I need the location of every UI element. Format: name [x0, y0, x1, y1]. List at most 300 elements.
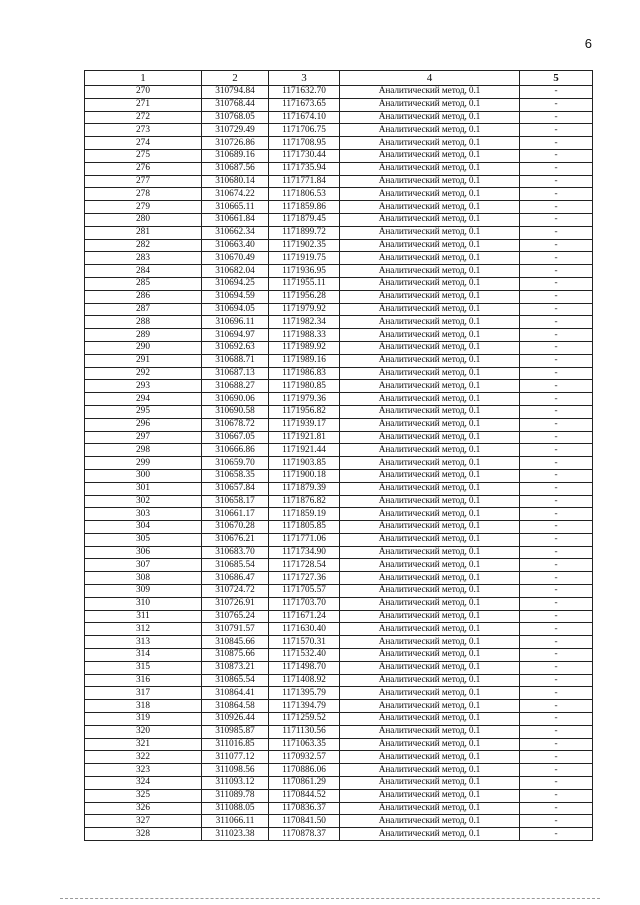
table-row — [85, 687, 593, 700]
note-cell: - — [520, 482, 593, 495]
page-number: 6 — [584, 36, 592, 51]
note-cell: - — [520, 137, 593, 150]
coordinates-table-wrapper — [84, 70, 592, 841]
x-coordinate-cell: 310666.86 — [202, 444, 269, 457]
x-coordinate-cell: 310670.49 — [202, 252, 269, 265]
table-row — [85, 188, 593, 201]
point-number-cell: 324 — [85, 777, 202, 790]
x-coordinate-cell: 310682.04 — [202, 265, 269, 278]
table-row — [85, 418, 593, 431]
x-coordinate-cell: 310864.58 — [202, 700, 269, 713]
method-cell: Аналитический метод, 0.1 — [340, 162, 520, 175]
y-coordinate-cell: 1171921.81 — [269, 431, 340, 444]
method-cell: Аналитический метод, 0.1 — [340, 226, 520, 239]
point-number-cell: 280 — [85, 213, 202, 226]
method-cell: Аналитический метод, 0.1 — [340, 482, 520, 495]
y-coordinate-cell: 1171673.65 — [269, 98, 340, 111]
note-cell: - — [520, 687, 593, 700]
note-cell: - — [520, 469, 593, 482]
method-cell: Аналитический метод, 0.1 — [340, 444, 520, 457]
x-coordinate-cell: 310687.56 — [202, 162, 269, 175]
table-row — [85, 469, 593, 482]
x-coordinate-cell: 310690.58 — [202, 405, 269, 418]
x-coordinate-cell: 310689.16 — [202, 149, 269, 162]
x-coordinate-cell: 311098.56 — [202, 764, 269, 777]
table-row — [85, 444, 593, 457]
point-number-cell: 271 — [85, 98, 202, 111]
table-row — [85, 290, 593, 303]
x-coordinate-cell: 310686.47 — [202, 572, 269, 585]
note-cell: - — [520, 86, 593, 99]
table-row — [85, 329, 593, 342]
method-cell: Аналитический метод, 0.1 — [340, 661, 520, 674]
x-coordinate-cell: 311093.12 — [202, 777, 269, 790]
x-coordinate-cell: 310678.72 — [202, 418, 269, 431]
note-cell: - — [520, 303, 593, 316]
table-row — [85, 610, 593, 623]
method-cell: Аналитический метод, 0.1 — [340, 290, 520, 303]
method-cell: Аналитический метод, 0.1 — [340, 751, 520, 764]
y-coordinate-cell: 1171879.39 — [269, 482, 340, 495]
table-row — [85, 713, 593, 726]
x-coordinate-cell: 310768.05 — [202, 111, 269, 124]
point-number-cell: 310 — [85, 597, 202, 610]
point-number-cell: 283 — [85, 252, 202, 265]
table-row — [85, 482, 593, 495]
point-number-cell: 290 — [85, 341, 202, 354]
note-cell: - — [520, 610, 593, 623]
point-number-cell: 320 — [85, 725, 202, 738]
point-number-cell: 326 — [85, 802, 202, 815]
point-number-cell: 296 — [85, 418, 202, 431]
point-number-cell: 276 — [85, 162, 202, 175]
x-coordinate-cell: 311089.78 — [202, 789, 269, 802]
method-cell: Аналитический метод, 0.1 — [340, 98, 520, 111]
note-cell: - — [520, 226, 593, 239]
point-number-cell: 305 — [85, 533, 202, 546]
y-coordinate-cell: 1170886.06 — [269, 764, 340, 777]
table-row — [85, 623, 593, 636]
y-coordinate-cell: 1171259.52 — [269, 713, 340, 726]
y-coordinate-cell: 1171706.75 — [269, 124, 340, 137]
note-cell: - — [520, 623, 593, 636]
table-row — [85, 137, 593, 150]
method-cell: Аналитический метод, 0.1 — [340, 789, 520, 802]
table-row — [85, 252, 593, 265]
y-coordinate-cell: 1171859.19 — [269, 508, 340, 521]
note-cell: - — [520, 764, 593, 777]
x-coordinate-cell: 310658.17 — [202, 495, 269, 508]
point-number-cell: 303 — [85, 508, 202, 521]
x-coordinate-cell: 311077.12 — [202, 751, 269, 764]
note-cell: - — [520, 700, 593, 713]
table-row — [85, 201, 593, 214]
note-cell: - — [520, 252, 593, 265]
note-cell: - — [520, 649, 593, 662]
y-coordinate-cell: 1171570.31 — [269, 636, 340, 649]
y-coordinate-cell: 1171532.40 — [269, 649, 340, 662]
y-coordinate-cell: 1170844.52 — [269, 789, 340, 802]
note-cell: - — [520, 213, 593, 226]
point-number-cell: 315 — [85, 661, 202, 674]
method-cell: Аналитический метод, 0.1 — [340, 457, 520, 470]
point-number-cell: 282 — [85, 239, 202, 252]
method-cell: Аналитический метод, 0.1 — [340, 777, 520, 790]
point-number-cell: 291 — [85, 354, 202, 367]
method-cell: Аналитический метод, 0.1 — [340, 111, 520, 124]
y-coordinate-cell: 1171876.82 — [269, 495, 340, 508]
y-coordinate-cell: 1171063.35 — [269, 738, 340, 751]
table-row — [85, 149, 593, 162]
x-coordinate-cell: 310864.41 — [202, 687, 269, 700]
method-cell: Аналитический метод, 0.1 — [340, 508, 520, 521]
point-number-cell: 292 — [85, 367, 202, 380]
point-number-cell: 272 — [85, 111, 202, 124]
point-number-cell: 273 — [85, 124, 202, 137]
x-coordinate-cell: 311023.38 — [202, 828, 269, 841]
method-cell: Аналитический метод, 0.1 — [340, 303, 520, 316]
y-coordinate-cell: 1171989.92 — [269, 341, 340, 354]
y-coordinate-cell: 1171735.94 — [269, 162, 340, 175]
x-coordinate-cell: 310670.28 — [202, 521, 269, 534]
y-coordinate-cell: 1171705.57 — [269, 585, 340, 598]
point-number-cell: 270 — [85, 86, 202, 99]
method-cell: Аналитический метод, 0.1 — [340, 623, 520, 636]
table-row — [85, 341, 593, 354]
note-cell: - — [520, 828, 593, 841]
method-cell: Аналитический метод, 0.1 — [340, 610, 520, 623]
note-cell: - — [520, 597, 593, 610]
note-cell: - — [520, 405, 593, 418]
table-row — [85, 265, 593, 278]
note-cell: - — [520, 175, 593, 188]
x-coordinate-cell: 310726.91 — [202, 597, 269, 610]
x-coordinate-cell: 310794.84 — [202, 86, 269, 99]
note-cell: - — [520, 546, 593, 559]
x-coordinate-cell: 310661.17 — [202, 508, 269, 521]
point-number-cell: 327 — [85, 815, 202, 828]
y-coordinate-cell: 1171980.85 — [269, 380, 340, 393]
note-cell: - — [520, 674, 593, 687]
x-coordinate-cell: 311088.05 — [202, 802, 269, 815]
point-number-cell: 316 — [85, 674, 202, 687]
point-number-cell: 299 — [85, 457, 202, 470]
note-cell: - — [520, 636, 593, 649]
y-coordinate-cell: 1171902.35 — [269, 239, 340, 252]
point-number-cell: 306 — [85, 546, 202, 559]
method-cell: Аналитический метод, 0.1 — [340, 405, 520, 418]
method-cell: Аналитический метод, 0.1 — [340, 725, 520, 738]
note-cell: - — [520, 162, 593, 175]
y-coordinate-cell: 1171936.95 — [269, 265, 340, 278]
table-row — [85, 457, 593, 470]
method-cell: Аналитический метод, 0.1 — [340, 738, 520, 751]
note-cell: - — [520, 329, 593, 342]
x-coordinate-cell: 310694.97 — [202, 329, 269, 342]
note-cell: - — [520, 418, 593, 431]
table-row — [85, 124, 593, 137]
table-row — [85, 572, 593, 585]
method-cell: Аналитический метод, 0.1 — [340, 188, 520, 201]
x-coordinate-cell: 310674.22 — [202, 188, 269, 201]
table-row — [85, 239, 593, 252]
x-coordinate-cell: 310726.86 — [202, 137, 269, 150]
table-header — [85, 71, 593, 86]
y-coordinate-cell: 1171979.92 — [269, 303, 340, 316]
y-coordinate-cell: 1171632.70 — [269, 86, 340, 99]
table-row — [85, 354, 593, 367]
x-coordinate-cell: 310765.24 — [202, 610, 269, 623]
point-number-cell: 279 — [85, 201, 202, 214]
point-number-cell: 304 — [85, 521, 202, 534]
note-cell: - — [520, 802, 593, 815]
x-coordinate-cell: 310663.40 — [202, 239, 269, 252]
table-row — [85, 559, 593, 572]
y-coordinate-cell: 1171734.90 — [269, 546, 340, 559]
y-coordinate-cell: 1171395.79 — [269, 687, 340, 700]
point-number-cell: 319 — [85, 713, 202, 726]
method-cell: Аналитический метод, 0.1 — [340, 597, 520, 610]
table-row — [85, 751, 593, 764]
point-number-cell: 325 — [85, 789, 202, 802]
x-coordinate-cell: 311066.11 — [202, 815, 269, 828]
x-coordinate-cell: 310694.59 — [202, 290, 269, 303]
y-coordinate-cell: 1171956.28 — [269, 290, 340, 303]
column-header-1: 1 — [85, 71, 202, 86]
point-number-cell: 297 — [85, 431, 202, 444]
x-coordinate-cell: 310659.70 — [202, 457, 269, 470]
note-cell: - — [520, 98, 593, 111]
note-cell: - — [520, 815, 593, 828]
method-cell: Аналитический метод, 0.1 — [340, 649, 520, 662]
method-cell: Аналитический метод, 0.1 — [340, 175, 520, 188]
x-coordinate-cell: 310683.70 — [202, 546, 269, 559]
note-cell: - — [520, 393, 593, 406]
y-coordinate-cell: 1171805.85 — [269, 521, 340, 534]
point-number-cell: 318 — [85, 700, 202, 713]
method-cell: Аналитический метод, 0.1 — [340, 86, 520, 99]
note-cell: - — [520, 316, 593, 329]
table-row — [85, 533, 593, 546]
point-number-cell: 321 — [85, 738, 202, 751]
point-number-cell: 294 — [85, 393, 202, 406]
x-coordinate-cell: 310688.71 — [202, 354, 269, 367]
note-cell: - — [520, 188, 593, 201]
table-row — [85, 277, 593, 290]
table-body — [85, 86, 593, 841]
x-coordinate-cell: 310696.11 — [202, 316, 269, 329]
x-coordinate-cell: 310688.27 — [202, 380, 269, 393]
x-coordinate-cell: 310791.57 — [202, 623, 269, 636]
note-cell: - — [520, 444, 593, 457]
x-coordinate-cell: 310692.63 — [202, 341, 269, 354]
table-row — [85, 636, 593, 649]
y-coordinate-cell: 1171408.92 — [269, 674, 340, 687]
coordinates-table — [84, 70, 593, 841]
y-coordinate-cell: 1171703.70 — [269, 597, 340, 610]
note-cell: - — [520, 111, 593, 124]
point-number-cell: 298 — [85, 444, 202, 457]
y-coordinate-cell: 1171671.24 — [269, 610, 340, 623]
y-coordinate-cell: 1171956.82 — [269, 405, 340, 418]
table-row — [85, 700, 593, 713]
note-cell: - — [520, 124, 593, 137]
note-cell: - — [520, 201, 593, 214]
note-cell: - — [520, 367, 593, 380]
point-number-cell: 287 — [85, 303, 202, 316]
x-coordinate-cell: 310845.66 — [202, 636, 269, 649]
method-cell: Аналитический метод, 0.1 — [340, 149, 520, 162]
note-cell: - — [520, 457, 593, 470]
table-row — [85, 98, 593, 111]
point-number-cell: 308 — [85, 572, 202, 585]
table-row — [85, 597, 593, 610]
table-row — [85, 405, 593, 418]
x-coordinate-cell: 310768.44 — [202, 98, 269, 111]
y-coordinate-cell: 1171988.33 — [269, 329, 340, 342]
y-coordinate-cell: 1171921.44 — [269, 444, 340, 457]
table-row — [85, 111, 593, 124]
table-row — [85, 303, 593, 316]
note-cell: - — [520, 777, 593, 790]
method-cell: Аналитический метод, 0.1 — [340, 828, 520, 841]
method-cell: Аналитический метод, 0.1 — [340, 341, 520, 354]
x-coordinate-cell: 310657.84 — [202, 482, 269, 495]
method-cell: Аналитический метод, 0.1 — [340, 559, 520, 572]
method-cell: Аналитический метод, 0.1 — [340, 252, 520, 265]
method-cell: Аналитический метод, 0.1 — [340, 687, 520, 700]
method-cell: Аналитический метод, 0.1 — [340, 495, 520, 508]
method-cell: Аналитический метод, 0.1 — [340, 585, 520, 598]
table-row — [85, 764, 593, 777]
table-row — [85, 649, 593, 662]
x-coordinate-cell: 310865.54 — [202, 674, 269, 687]
point-number-cell: 312 — [85, 623, 202, 636]
point-number-cell: 309 — [85, 585, 202, 598]
method-cell: Аналитический метод, 0.1 — [340, 533, 520, 546]
table-row — [85, 802, 593, 815]
y-coordinate-cell: 1170932.57 — [269, 751, 340, 764]
x-coordinate-cell: 310694.25 — [202, 277, 269, 290]
y-coordinate-cell: 1171986.83 — [269, 367, 340, 380]
y-coordinate-cell: 1171727.36 — [269, 572, 340, 585]
method-cell: Аналитический метод, 0.1 — [340, 380, 520, 393]
x-coordinate-cell: 310665.11 — [202, 201, 269, 214]
note-cell: - — [520, 290, 593, 303]
table-row — [85, 213, 593, 226]
note-cell: - — [520, 149, 593, 162]
y-coordinate-cell: 1171130.56 — [269, 725, 340, 738]
table-row — [85, 508, 593, 521]
y-coordinate-cell: 1171771.06 — [269, 533, 340, 546]
point-number-cell: 281 — [85, 226, 202, 239]
point-number-cell: 323 — [85, 764, 202, 777]
y-coordinate-cell: 1171394.79 — [269, 700, 340, 713]
note-cell: - — [520, 533, 593, 546]
note-cell: - — [520, 495, 593, 508]
y-coordinate-cell: 1170878.37 — [269, 828, 340, 841]
y-coordinate-cell: 1171989.16 — [269, 354, 340, 367]
point-number-cell: 302 — [85, 495, 202, 508]
table-row — [85, 495, 593, 508]
method-cell: Аналитический метод, 0.1 — [340, 521, 520, 534]
note-cell: - — [520, 585, 593, 598]
method-cell: Аналитический метод, 0.1 — [340, 316, 520, 329]
y-coordinate-cell: 1171859.86 — [269, 201, 340, 214]
y-coordinate-cell: 1171903.85 — [269, 457, 340, 470]
y-coordinate-cell: 1171708.95 — [269, 137, 340, 150]
note-cell: - — [520, 239, 593, 252]
x-coordinate-cell: 310661.84 — [202, 213, 269, 226]
y-coordinate-cell: 1171806.53 — [269, 188, 340, 201]
table-row — [85, 777, 593, 790]
table-row — [85, 226, 593, 239]
y-coordinate-cell: 1170861.29 — [269, 777, 340, 790]
x-coordinate-cell: 310729.49 — [202, 124, 269, 137]
y-coordinate-cell: 1171982.34 — [269, 316, 340, 329]
note-cell: - — [520, 661, 593, 674]
x-coordinate-cell: 310985.87 — [202, 725, 269, 738]
table-row — [85, 367, 593, 380]
method-cell: Аналитический метод, 0.1 — [340, 265, 520, 278]
table-row — [85, 521, 593, 534]
note-cell: - — [520, 354, 593, 367]
column-header-2: 2 — [202, 71, 269, 86]
y-coordinate-cell: 1171498.70 — [269, 661, 340, 674]
point-number-cell: 284 — [85, 265, 202, 278]
method-cell: Аналитический метод, 0.1 — [340, 213, 520, 226]
point-number-cell: 289 — [85, 329, 202, 342]
table-row — [85, 674, 593, 687]
method-cell: Аналитический метод, 0.1 — [340, 239, 520, 252]
point-number-cell: 322 — [85, 751, 202, 764]
point-number-cell: 278 — [85, 188, 202, 201]
point-number-cell: 274 — [85, 137, 202, 150]
point-number-cell: 275 — [85, 149, 202, 162]
method-cell: Аналитический метод, 0.1 — [340, 431, 520, 444]
column-header-3: 3 — [269, 71, 340, 86]
x-coordinate-cell: 310694.05 — [202, 303, 269, 316]
note-cell: - — [520, 738, 593, 751]
point-number-cell: 286 — [85, 290, 202, 303]
y-coordinate-cell: 1171771.84 — [269, 175, 340, 188]
note-cell: - — [520, 508, 593, 521]
table-header-row — [85, 71, 593, 86]
table-row — [85, 828, 593, 841]
x-coordinate-cell: 310875.66 — [202, 649, 269, 662]
method-cell: Аналитический метод, 0.1 — [340, 636, 520, 649]
method-cell: Аналитический метод, 0.1 — [340, 674, 520, 687]
table-row — [85, 380, 593, 393]
x-coordinate-cell: 310658.35 — [202, 469, 269, 482]
note-cell: - — [520, 713, 593, 726]
point-number-cell: 313 — [85, 636, 202, 649]
point-number-cell: 277 — [85, 175, 202, 188]
point-number-cell: 328 — [85, 828, 202, 841]
y-coordinate-cell: 1171955.11 — [269, 277, 340, 290]
method-cell: Аналитический метод, 0.1 — [340, 418, 520, 431]
footer-divider — [60, 898, 600, 899]
table-row — [85, 738, 593, 751]
table-row — [85, 546, 593, 559]
point-number-cell: 293 — [85, 380, 202, 393]
y-coordinate-cell: 1171674.10 — [269, 111, 340, 124]
method-cell: Аналитический метод, 0.1 — [340, 572, 520, 585]
table-row — [85, 661, 593, 674]
point-number-cell: 307 — [85, 559, 202, 572]
y-coordinate-cell: 1171899.72 — [269, 226, 340, 239]
method-cell: Аналитический метод, 0.1 — [340, 201, 520, 214]
